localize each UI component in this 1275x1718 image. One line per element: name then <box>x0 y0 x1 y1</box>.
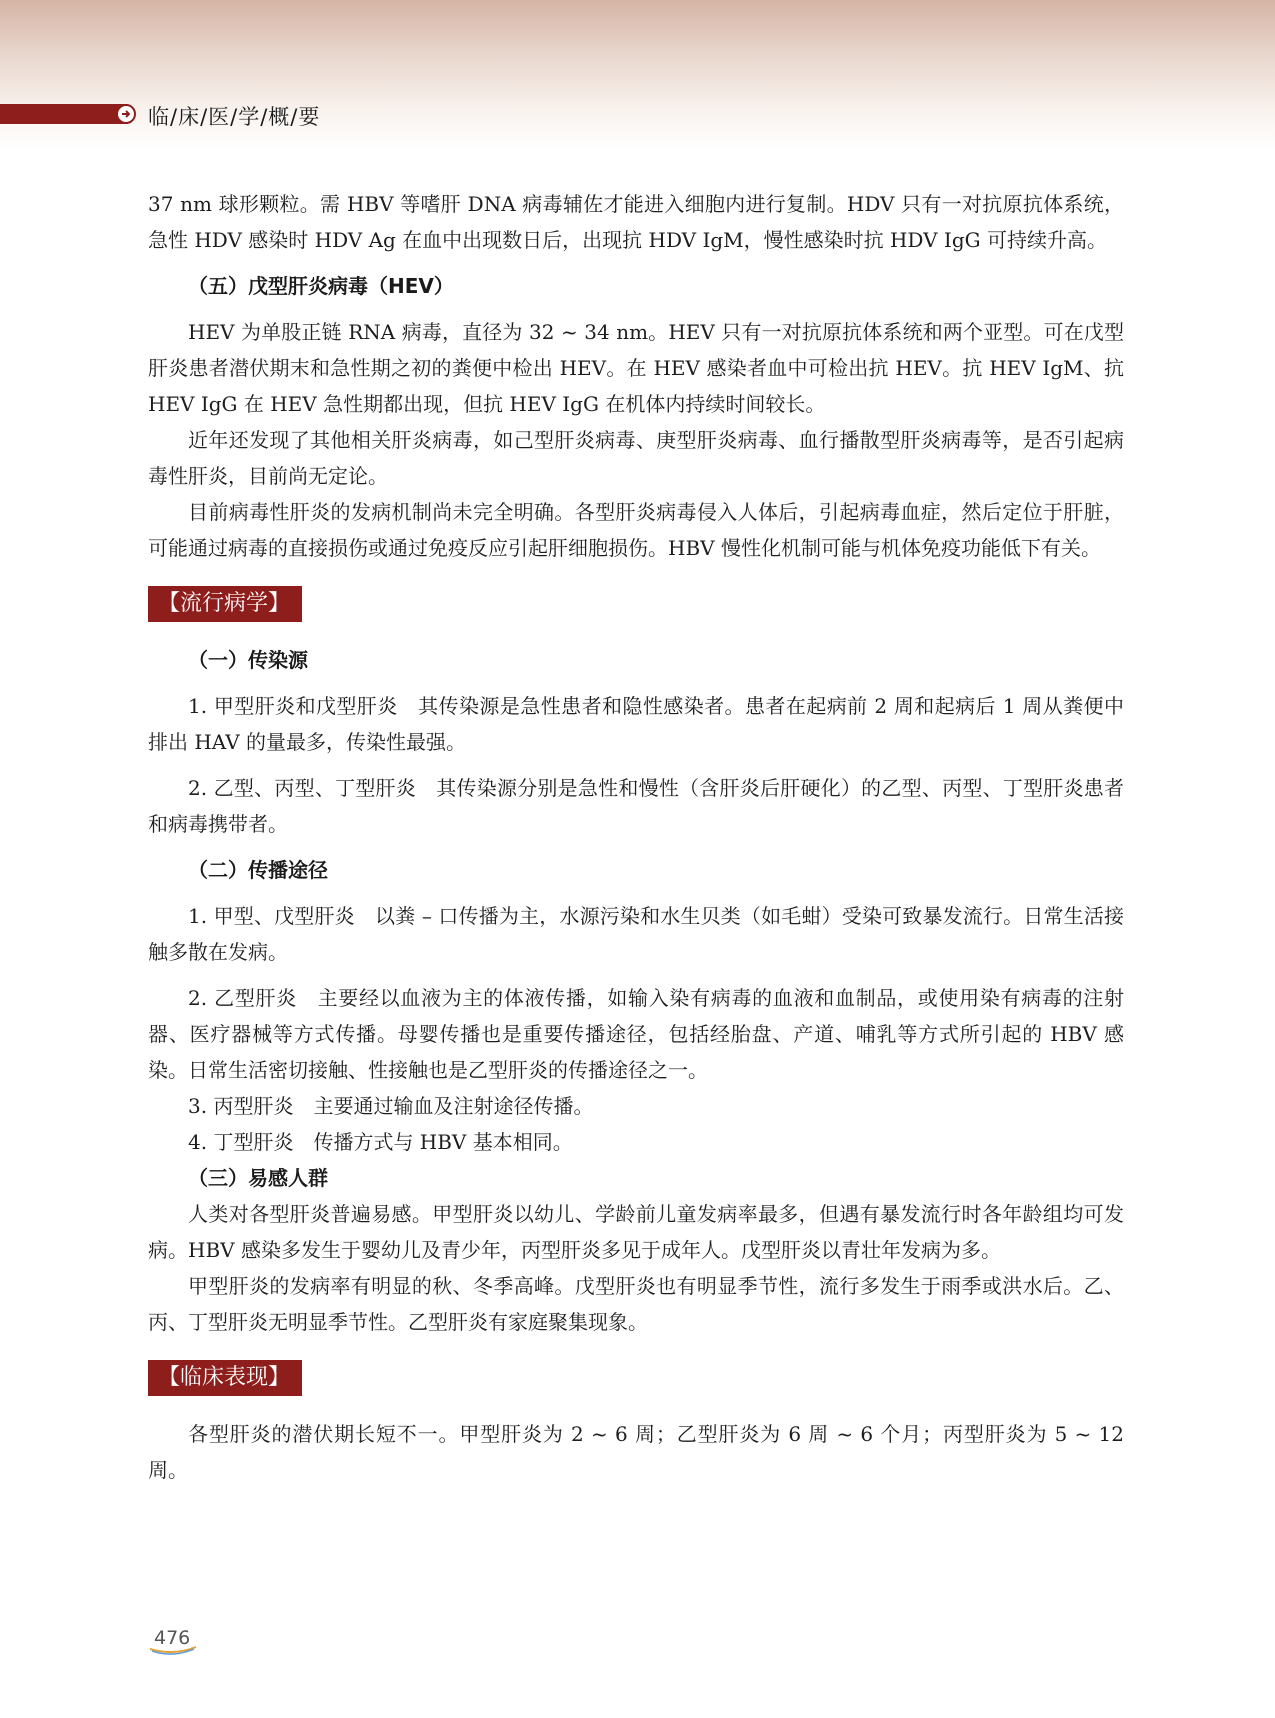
paragraph-clinical: 各型肝炎的潜伏期长短不一。甲型肝炎为 2 ~ 6 周；乙型肝炎为 6 周 ~ 6 个月；丙型肝炎为 5 ~ 12 周。 <box>148 1422 1124 1482</box>
paragraph-hev: HEV 为单股正链 RNA 病毒，直径为 32 ~ 34 nm。HEV 只有一对抗原抗体系统和两个亚型。可在戊型肝炎患者潜伏期末和急性期之初的粪便中检出 HEV。在 HEV 感染者血中可检出抗 HEV。抗 HEV IgM、抗 HEV IgG 在 HEV 急性期都出现，但抗 HEV IgG 在机体内持续时间较长。 <box>148 320 1124 416</box>
subheading-route: （二）传播途径 <box>188 858 328 882</box>
section-heading-epidemiology: 【流行病学】 <box>148 586 302 622</box>
paragraph-mechanism: 目前病毒性肝炎的发病机制尚未完全明确。各型肝炎病毒侵入人体后，引起病毒血症，然后定位于肝脏，可能通过病毒的直接损伤或通过免疫反应引起肝细胞损伤。HBV 慢性化机制可能与机体免疫功能低下有关。 <box>148 500 1124 560</box>
header-accent-bar <box>0 104 128 124</box>
arrow-right-icon <box>116 104 136 124</box>
paragraph-other-viruses: 近年还发现了其他相关肝炎病毒，如己型肝炎病毒、庚型肝炎病毒、血行播散型肝炎病毒等，是否引起病毒性肝炎，目前尚无定论。 <box>148 428 1124 488</box>
page-body <box>148 186 1124 1488</box>
section-heading-clinical: 【临床表现】 <box>148 1360 302 1396</box>
paragraph-route-3: 3. 丙型肝炎 主要通过输血及注射途径传播。 <box>188 1094 594 1118</box>
paragraph-route-4: 4. 丁型肝炎 传播方式与 HBV 基本相同。 <box>188 1130 573 1154</box>
paragraph-source-2: 2. 乙型、丙型、丁型肝炎 其传染源分别是急性和慢性（含肝炎后肝硬化）的乙型、丙型、丁型肝炎患者和病毒携带者。 <box>148 776 1124 836</box>
subheading-source: （一）传染源 <box>188 648 308 672</box>
paragraph-susceptible-1: 人类对各型肝炎普遍易感。甲型肝炎以幼儿、学龄前儿童发病率最多，但遇有暴发流行时各年龄组均可发病。HBV 感染多发生于婴幼儿及青少年，丙型肝炎多见于成年人。戊型肝炎以青壮年发病为多。 <box>148 1202 1124 1262</box>
paragraph-route-1: 1. 甲型、戊型肝炎 以粪 – 口传播为主，水源污染和水生贝类（如毛蚶）受染可致暴发流行。日常生活接触多散在发病。 <box>148 904 1124 964</box>
page-number-text: 476 <box>154 1627 191 1649</box>
book-title: 临/床/医/学/概/要 <box>148 105 321 129</box>
arrow-right-glyph <box>120 108 132 120</box>
page-number <box>148 1625 198 1655</box>
paragraph-route-2: 2. 乙型肝炎 主要经以血液为主的体液传播，如输入染有病毒的血液和血制品，或使用染有病毒的注射器、医疗器械等方式传播。母婴传播也是重要传播途径，包括经胎盘、产道、哺乳等方式所引起的 HBV 感染。日常生活密切接触、性接触也是乙型肝炎的传播途径之一。 <box>148 986 1124 1082</box>
paragraph-susceptible-2: 甲型肝炎的发病率有明显的秋、冬季高峰。戊型肝炎也有明显季节性，流行多发生于雨季或洪水后。乙、丙、丁型肝炎无明显季节性。乙型肝炎有家庭聚集现象。 <box>148 1274 1124 1334</box>
paragraph-hdv: 37 nm 球形颗粒。需 HBV 等嗜肝 DNA 病毒辅佐才能进入细胞内进行复制。HDV 只有一对抗原抗体系统，急性 HDV 感染时 HDV Ag 在血中出现数日后，出现抗 HDV IgM，慢性感染时抗 HDV IgG 可持续升高。 <box>148 192 1124 252</box>
paragraph-source-1: 1. 甲型肝炎和戊型肝炎 其传染源是急性患者和隐性感染者。患者在起病前 2 周和起病后 1 周从粪便中排出 HAV 的量最多，传染性最强。 <box>148 694 1124 754</box>
subheading-susceptible: （三）易感人群 <box>188 1166 328 1190</box>
subheading-hev: （五）戊型肝炎病毒（HEV） <box>188 274 454 298</box>
